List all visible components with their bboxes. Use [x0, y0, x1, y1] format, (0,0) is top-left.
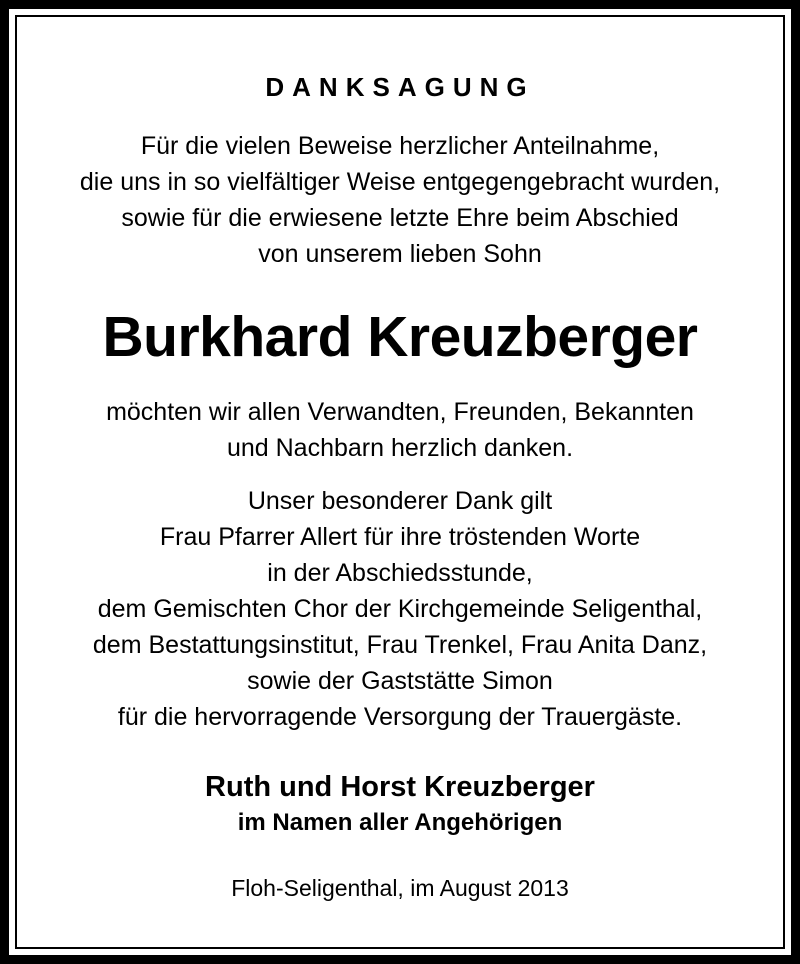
special-thanks-line: dem Bestattungsinstitut, Frau Trenkel, Frau Anita Danz,	[92, 631, 708, 659]
special-thanks-line: Unser besonderer Dank gilt	[247, 487, 553, 515]
thanks-line: möchten wir allen Verwandten, Freunden, Bekannten	[106, 398, 694, 426]
intro-line: sowie für die erwiesene letzte Ehre beim Abschied	[121, 204, 679, 232]
special-thanks-line: Frau Pfarrer Allert für ihre tröstenden Worte	[159, 523, 641, 551]
place-and-date: Floh-Seligenthal, im August 2013	[231, 875, 569, 901]
intro-paragraph	[17, 128, 783, 272]
intro-line: Für die vielen Beweise herzlicher Anteilnahme,	[140, 132, 660, 160]
special-thanks-line: dem Gemischten Chor der Kirchgemeinde Seligenthal,	[97, 595, 703, 623]
signer-subtitle: im Namen aller Angehörigen	[237, 809, 563, 836]
special-thanks-line: sowie der Gaststätte Simon	[247, 667, 553, 695]
special-thanks-line: in der Abschiedsstunde,	[267, 559, 533, 587]
intro-line: von unserem lieben Sohn	[258, 240, 542, 268]
special-thanks-paragraph	[17, 483, 783, 735]
notice-heading: DANKSAGUNG	[265, 72, 535, 102]
thanks-paragraph	[17, 394, 783, 466]
signer-name: Ruth und Horst Kreuzberger	[205, 771, 595, 803]
thanks-line: und Nachbarn herzlich danken.	[226, 434, 574, 462]
deceased-name: Burkhard Kreuzberger	[102, 305, 698, 369]
intro-line: die uns in so vielfältiger Weise entgegengebracht wurden,	[79, 168, 721, 196]
special-thanks-line: für die hervorragende Versorgung der Trauergäste.	[117, 703, 683, 731]
